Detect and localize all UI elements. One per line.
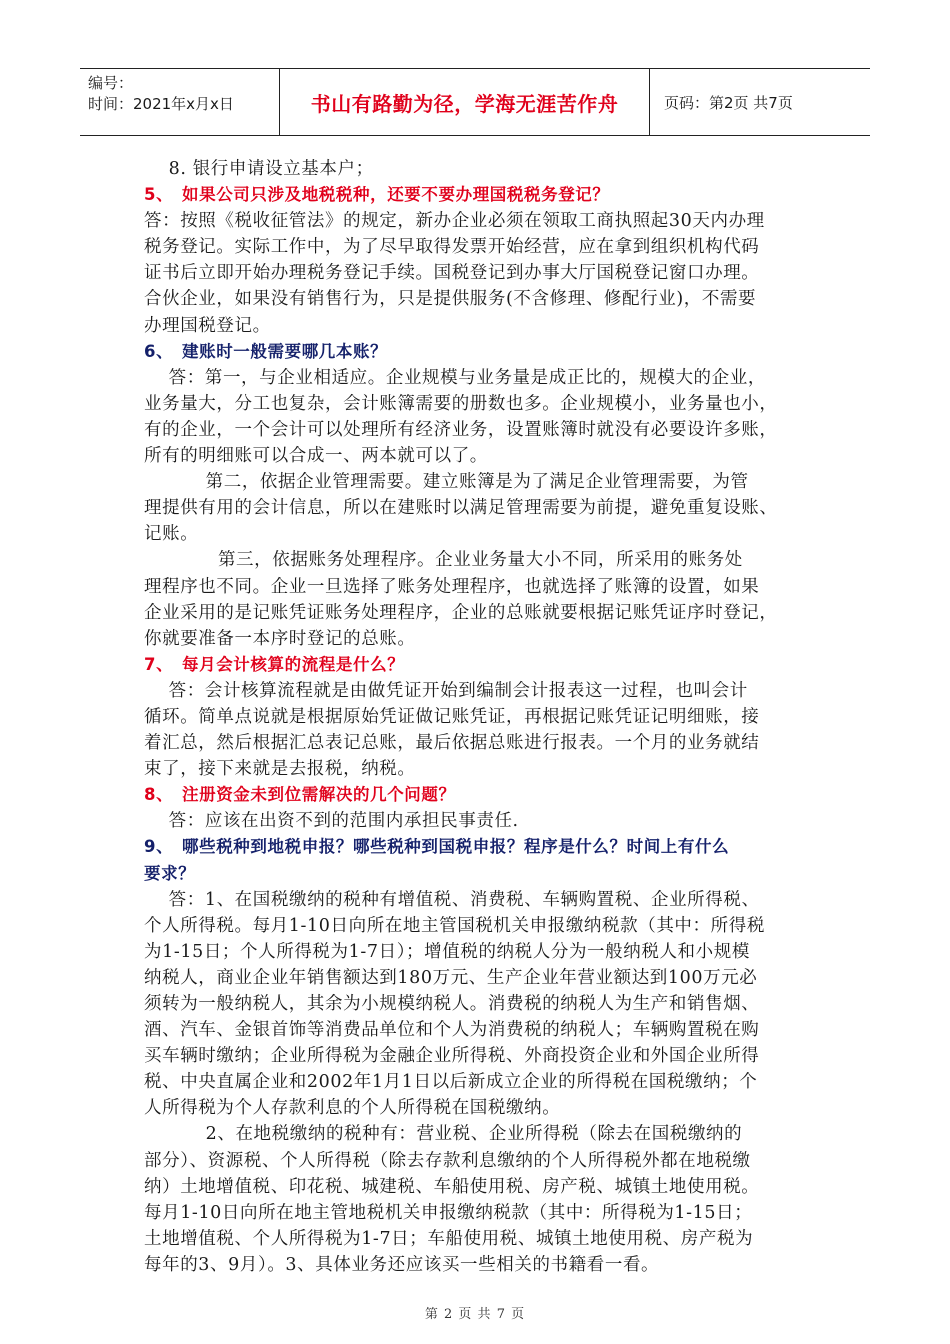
text-line: 企业采用的是记账凭证账务处理程序，企业的总账就要根据记账凭证序时登记， [144,602,778,623]
text-line: 第二，依据企业管理需要。建立账簿是为了满足企业管理需要，为管 [144,472,749,493]
question-heading-5 [144,182,810,208]
question-heading-9 [144,834,810,860]
text-line: 答：第一，与企业相适应。企业规模与业务量是成正比的，规模大的企业， [144,367,766,388]
question-number: 6、 [144,341,174,361]
text-line: 为1-15日；个人所得税为1-7日）；增值税的纳税人分为一般纳税人和小规模 [144,941,750,962]
question-heading-7 [144,652,810,678]
doc-number-label: 编号： [88,74,134,92]
page-header [80,68,870,136]
document-body [144,156,810,1278]
text-line: 业务量大，分工也复杂，会计账簿需要的册数也多。企业规模小，业务量也小， [144,393,778,414]
text-line: 买车辆时缴纳；企业所得税为金融企业所得税、外商投资企业和外国企业所得 [144,1046,760,1067]
text-line: 税务登记。实际工作中，为了尽早取得发票开始经营，应在拿到组织机构代码 [144,237,760,258]
text-line: 循环。简单点说就是根据原始凭证做记账凭证，再根据记账凭证记明细账，接 [144,706,760,727]
header-page-number: 页码：第2页 共7页 [664,93,793,112]
text-line: 办理国税登记。 [144,315,271,336]
text-line: 部分）、资源税、个人所得税（除去存款利息缴纳的个人所得税外都在地税缴 [144,1150,751,1171]
text-line: 合伙企业，如果没有销售行为，只是提供服务(不含修理、修配行业)，不需要 [144,289,757,310]
text-line: 2、在地税缴纳的税种有：营业税、企业所得税（除去在国税缴纳的 [144,1124,743,1145]
header-meta [80,69,280,135]
text-line: 个人所得税。每月1-10日向所在地主管国税机关申报缴纳税款（其中：所得税 [144,915,765,936]
question-text: 建账时一般需要哪几本账？ [182,341,388,361]
question-heading-8 [144,782,810,808]
question-text: 每月会计核算的流程是什么？ [182,654,405,674]
text-line: 你就要准备一本序时登记的总账。 [144,628,416,649]
question-number: 7、 [144,654,174,674]
text-line: 人所得税为个人存款利息的个人所得税在国税缴纳。 [144,1098,561,1119]
text-line: 须转为一般纳税人，其余为小规模纳税人。消费税的纳税人为生产和销售烟、 [144,994,760,1014]
text-line: 束了，接下来就是去报税，纳税。 [144,759,416,780]
question-text: 注册资金未到位需解决的几个问题？ [182,785,456,805]
question-text: 如果公司只涉及地税税种，还要不要办理国税税务登记？ [182,185,610,205]
text-line: 8. 银行申请设立基本户； [144,159,374,179]
text-line: 每年的3、9月）。3、具体业务还应该买一些相关的书籍看一看。 [144,1254,660,1275]
text-line: 第三，依据账务处理程序。企业业务量大小不同，所采用的账务处 [144,550,743,571]
text-line: 答：会计核算流程就是由做凭证开始到编制会计报表这一过程，也叫会计 [144,680,748,701]
text-line: 答：1、在国税缴纳的税种有增值税、消费税、车辆购置税、企业所得税、 [144,889,760,910]
text-line: 有的企业，一个会计可以处理所有经济业务，设置账簿时就没有必要设许多账， [144,419,778,440]
question-number: 9、 [144,837,174,857]
header-motto: 书山有路勤为径，学海无涯苦作舟 [280,69,650,135]
text-line: 答：按照《税收征管法》的规定，新办企业必须在领取工商执照起30天内办理 [144,211,765,232]
text-line: 所有的明细账可以合成一、两本就可以了。 [144,446,488,467]
doc-date-label: 时间：2021年x月x日 [88,95,234,113]
text-line: 着汇总，然后根据汇总表记总账，最后依据总账进行报表。一个月的业务就结 [144,733,760,754]
text-line: 税、中央直属企业和2002年1月1日以后新成立企业的所得税在国税缴纳；个 [144,1072,758,1093]
text-line: 理提供有用的会计信息，所以在建账时以满足管理需要为前提，避免重复设账、 [144,498,778,519]
question-heading-6 [144,339,810,365]
text-line: 记账。 [144,524,199,545]
text-line: 证书后立即开始办理税务登记手续。国税登记到办事大厅国税登记窗口办理。 [144,263,760,284]
text-line: 理程序也不同。企业一旦选择了账务处理程序，也就选择了账簿的设置，如果 [144,576,760,597]
text-line: 纳）土地增值税、印花税、城建税、车船使用税、房产税、城镇土地使用税。 [144,1176,760,1197]
text-line: 酒、汽车、金银首饰等消费品单位和个人为消费税的纳税人；车辆购置税在购 [144,1020,760,1041]
page-footer: 第 2 页 共 7 页 [424,1307,526,1322]
text-line: 纳税人，商业企业年销售额达到180万元、生产企业年营业额达到100万元必 [144,967,758,988]
question-text: 哪些税种到地税申报？哪些税种到国税申报？程序是什么？时间上有什么 [182,837,730,857]
question-heading-9-cont: 要求？ [144,863,196,883]
question-number: 5、 [144,185,174,205]
question-number: 8、 [144,785,174,805]
text-line: 土地增值税、个人所得税为1-7日；车船使用税、城镇土地使用税、房产税为 [144,1228,754,1249]
text-line: 每月1-10日向所在地主管地税机关申报缴纳税款（其中：所得税为1-15日； [144,1202,753,1223]
text-line: 答：应该在出资不到的范围内承担民事责任. [144,811,519,832]
